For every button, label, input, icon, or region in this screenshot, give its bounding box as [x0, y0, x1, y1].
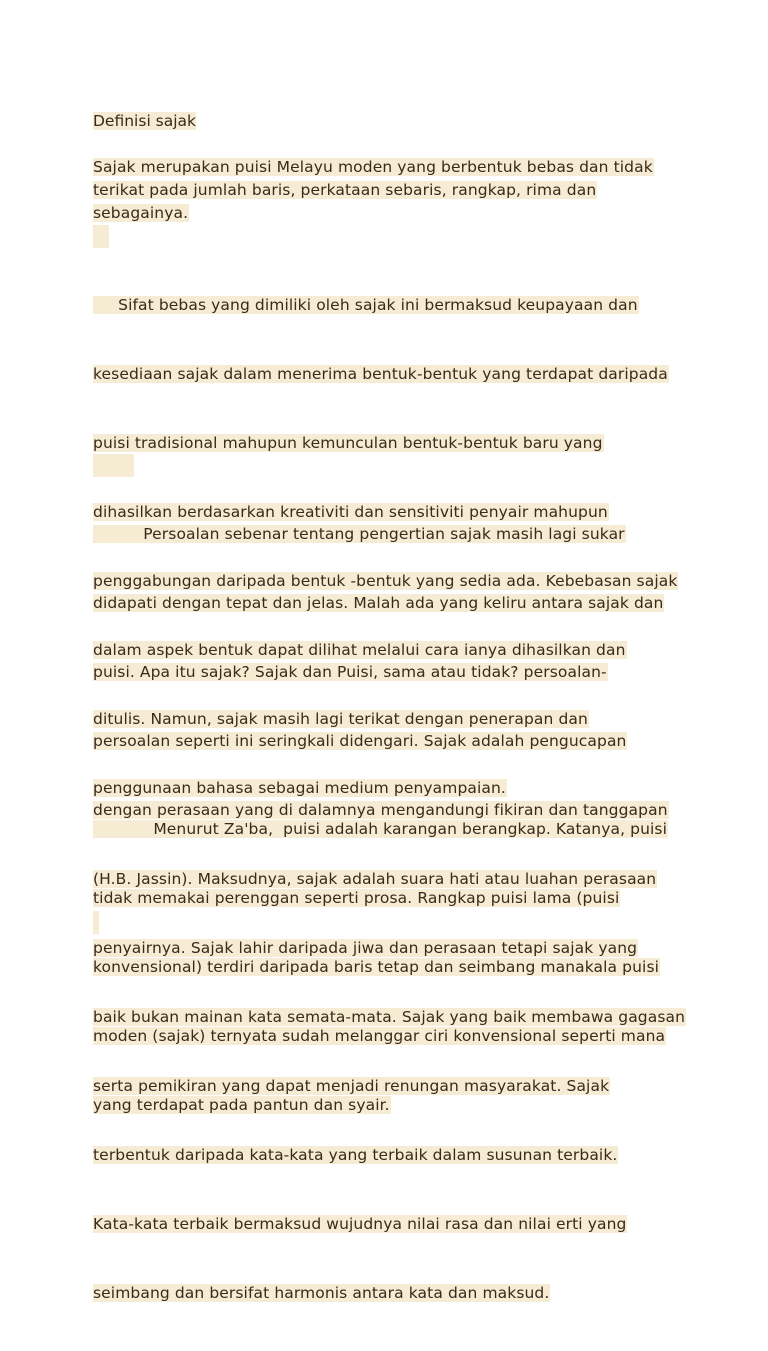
text-line: yang terdapat pada pantun dan syair.	[93, 1096, 390, 1114]
text-line: didapati dengan tepat dan jelas. Malah ada yang keliru antara sajak dan	[93, 594, 664, 612]
text-line: persoalan seperti ini seringkali didengari. Sajak adalah pengucapan	[93, 732, 627, 750]
text-line: penggunaan bahasa sebagai medium penyampaian.	[93, 779, 506, 797]
paragraph-1	[93, 156, 683, 225]
text-line: penggabungan daripada bentuk -bentuk yang sedia ada. Kebebasan sajak	[93, 572, 678, 590]
text-line: terikat pada jumlah baris, perkataan sebaris, rangkap, rima dan	[93, 181, 597, 199]
text-line: konvensional) terdiri daripada baris tetap dan seimbang manakala puisi	[93, 958, 660, 976]
text-line: ditulis. Namun, sajak masih lagi terikat dengan penerapan dan	[93, 710, 588, 728]
text-line: moden (sajak) ternyata sudah melanggar ciri konvensional seperti mana	[93, 1027, 666, 1045]
document-title: Definisi sajak	[93, 112, 197, 130]
text-line: dengan perasaan yang di dalamnya mengandungi fikiran dan tanggapan	[93, 801, 668, 819]
paragraph-4	[93, 772, 686, 1163]
text-line: terbentuk daripada kata-kata yang terbaik dalam susunan terbaik.	[93, 1146, 618, 1164]
text-line: Sajak merupakan puisi Melayu moden yang berbentuk bebas dan tidak	[93, 158, 653, 176]
text-line: dihasilkan berdasarkan kreativiti dan sensitiviti penyair mahupun	[93, 503, 608, 521]
blank-highlight	[93, 225, 109, 248]
text-line: dalam aspek bentuk dapat dilihat melalui cara ianya dihasilkan dan	[93, 641, 626, 659]
text-line: Menurut Za'ba, puisi adalah karangan berangkap. Katanya, puisi	[93, 820, 667, 838]
text-line: puisi tradisional mahupun kemunculan bentuk-bentuk baru yang	[93, 434, 603, 452]
text-line: sebagainya.	[93, 204, 189, 222]
text-line: baik bukan mainan kata semata-mata. Sajak yang baik membawa gagasan	[93, 1008, 686, 1026]
text-line: Persoalan sebenar tentang pengertian sajak masih lagi sukar	[93, 525, 625, 543]
text-line: tidak memakai perenggan seperti prosa. Rangkap puisi lama (puisi	[93, 889, 620, 907]
text-line: Sifat bebas yang dimiliki oleh sajak ini bermaksud keupayaan dan	[93, 296, 638, 314]
text-line: serta pemikiran yang dapat menjadi renungan masyarakat. Sajak	[93, 1077, 610, 1095]
text-line: Kata-kata terbaik bermaksud wujudnya nilai rasa dan nilai erti yang	[93, 1215, 627, 1233]
text-line: puisi. Apa itu sajak? Sajak dan Puisi, sama atau tidak? persoalan-	[93, 663, 607, 681]
text-line: penyairnya. Sajak lahir daripada jiwa dan perasaan tetapi sajak yang	[93, 939, 638, 957]
text-line: seimbang dan bersifat harmonis antara kata dan maksud.	[93, 1284, 550, 1302]
text-line: kesediaan sajak dalam menerima bentuk-bentuk yang terdapat daripada	[93, 365, 668, 383]
text-line: (H.B. Jassin). Maksudnya, sajak adalah suara hati atau luahan perasaan	[93, 870, 657, 888]
